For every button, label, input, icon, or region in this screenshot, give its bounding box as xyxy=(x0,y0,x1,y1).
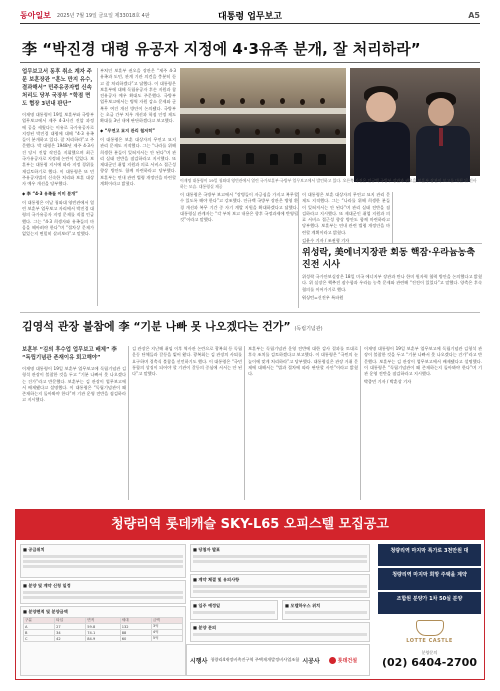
ad-box-title: ■ 계약 체결 및 유의사항 xyxy=(193,577,240,582)
brand-name: LOTTE CASTLE xyxy=(406,638,453,644)
ad-box-title: ■ 입주 예정일 xyxy=(193,603,221,608)
photo-caption: 이재명 대통령이 19일 청와대 영빈관에서 열린 국가보훈부·국방부 업무보고에서 발언하고 있다. 오른쪽 사진은 안규백 국방부 장관과 권오을 보훈부 장관이 보고를 마친 뒤 인사하는 모습. 대통령실 제공 xyxy=(180,178,477,189)
table-cell: C xyxy=(24,636,55,642)
ad-footer xyxy=(186,644,370,676)
developer-label: 시행사 xyxy=(190,657,208,665)
table-cell: A xyxy=(24,624,55,630)
tel-label: 분양문의 xyxy=(421,650,438,655)
ad-box-inquiry xyxy=(190,622,370,642)
article3-body-block xyxy=(302,274,482,310)
ad-box-announcement xyxy=(190,544,370,572)
article1-body-col2b: 이 대통령은 보훈 대상자의 무연고 묘지 관리 문제도 지적했다. 그는 “나라를 위해 희생한 분들이 잊혀져서는 안 된다”며 관리 실태 전반을 점검하라고 지시했다. 또 제대군인 취업 지원과 의료 서비스 접근성 향상 방안도 함께 마련하라고 당부했다. 보훈부는 연내 관련 법령 개정안을 마련할 계획이라고 밝혔다. xyxy=(100,136,176,187)
table-header-cell: 구분 xyxy=(24,618,55,624)
article1-lead: 업무보고서 동후 취소 계자 주문 보훈장관 “훈노 만지 유수, 결과해서” 민주유공자법 신속 처리도 당부 국장부 “학점 면도 협장 3년내 판단” xyxy=(22,69,93,107)
main-headline: 李 “박진경 대령 유공자 지정에 4·3유족 분개, 잘 처리하라” xyxy=(22,40,421,58)
table-cell: 4억 xyxy=(151,630,182,636)
masthead xyxy=(20,8,480,24)
headline-divider xyxy=(20,62,480,63)
lotte-logo-icon xyxy=(329,657,336,664)
article1-col2 xyxy=(100,68,176,308)
ad-box-contract xyxy=(190,574,370,598)
table-cell: 3억 xyxy=(151,624,182,630)
ad-box-location xyxy=(20,544,186,578)
article3-headline: 위성락, 美에너지장관 회동 핵잠·우라늄농축 진전 시사 xyxy=(302,248,476,270)
table-cell: B xyxy=(24,630,55,636)
pricing-table xyxy=(23,617,183,642)
ad-box-pricing xyxy=(20,606,186,676)
article2-byline: 박종민 기자 / 박훈상 기자 xyxy=(364,379,412,385)
column-divider xyxy=(128,346,129,500)
section-divider xyxy=(302,243,482,244)
article1-body-col4: 이 대통령은 국방부 보고에서 “장병들이 자긍심을 가지고 복무할 수 있도록 해야 한다”고 강조했다. 안규백 국방부 장관은 병영 환경 개선과 복무 기간 중 자기 계발 지원을 확대하겠다고 답했다. 대통령실 관계자는 “각 부처 보고 내용은 향후 국정과제에 반영될 것”이라고 말했다. xyxy=(180,192,298,223)
table-header-cell: 금액 xyxy=(151,618,182,624)
ad-box-title: ■ 공급위치 xyxy=(23,547,45,552)
ad-box-title: ■ 당첨자 발표 xyxy=(193,547,221,552)
ad-banner: 청량리역 롯데캐슬 SKY-L65 오피스텔 모집공고 xyxy=(16,510,484,540)
article2-headline xyxy=(22,318,323,334)
tel-number: (02) 6404-2700 xyxy=(382,656,477,669)
ad-box-title: ■ 분양 문의 xyxy=(193,625,217,630)
article1-col3 xyxy=(180,192,298,308)
table-cell: 84.9 xyxy=(86,636,120,642)
ad-box-schedule xyxy=(20,580,186,604)
article2-col3 xyxy=(248,346,358,500)
table-header-cell: 세대 xyxy=(120,618,151,624)
article2-body1: 이재명 대통령이 19일 보훈부 업무보고에 독립기념관 김형석 관장이 불참한 것을 두고 “기분 나빠서 못 나오겠다는 건가”라고 반문했다. 보훈부는 김 관장이 업무보고에서 배제됐다고 설명했다. 이 대통령은 “독립기념관이 왜 존재하는지 돌아봐야 한다”며 기관 운영 전반을 점검하라고 지시했다. xyxy=(22,366,126,403)
briefing-photo xyxy=(180,68,346,176)
promo-1: 청량리역 마지막 특가로 3천만원 대 xyxy=(378,544,481,566)
table-header-cell: 면적 xyxy=(86,618,120,624)
article1-body-col2: 부처인 보훈부 권오을 장관은 “제주 4·3 유족과 도민, 관계 기관 의견을 충분히 듣고 잘 처리하겠다”고 답했다. 이 대통령은 보훈부에 대해 독립유공자 후손 지원과 참전유공자 예우 확대도 주문했다. 국방부 업무보고에서는 병역 자원 감소 문제와 군 복무 여건 개선 방안이 논의됐다. 국방부는 초급 간부 처우 개선과 학점 인정 제도 확대를 3년 내에 판단하겠다고 보고했다. xyxy=(100,68,176,124)
article2-lead: 보훈부 “김의 후수업 업무보고 배제” 李 “독립기념관 존재이유 회고해야” xyxy=(22,347,117,361)
article2-body3: 보훈부는 독립기념관 운영 전반에 대한 감사 결과를 토대로 후속 조치를 검토하겠다고 보고했다. 이 대통령은 “국민의 눈높이에 맞게 처리하라”고 당부했다. 대통령실은 관장 거취 문제에 대해서는 “법과 절차에 따라 판단할 사안”이라고 밝혔다. xyxy=(248,346,358,377)
apartment-advertisement xyxy=(15,509,485,680)
ad-box-title: ■ 모델하우스 위치 xyxy=(285,603,321,608)
article1-col1 xyxy=(22,68,94,308)
table-cell: 42 xyxy=(55,636,86,642)
column-divider xyxy=(298,192,299,308)
article1-body-col3: 이 대통령은 보훈 대상자의 무연고 묘지 관리 문제도 지적했다. 그는 “나라를 위해 희생한 분들이 잊혀져서는 안 된다”며 관리 실태 전반을 점검하라고 지시했다. 또 제대군인 취업 지원과 의료 서비스 접근성 향상 방안도 함께 마련하라고 당부했다. 보훈부는 연내 관련 법령 개정안을 마련할 계획이라고 밝혔다. xyxy=(302,192,390,235)
column-divider xyxy=(97,68,98,306)
table-cell: 5억 xyxy=(151,636,182,642)
builder-label: 시공사 xyxy=(302,657,320,665)
section-title: 대통령 업무보고 xyxy=(218,12,282,22)
article2-body2: 김 관장은 지난해 취임 이후 역사관 논란으로 광복회 등 독립운동 단체들과 갈등을 빚어 왔다. 광복회는 김 관장의 사퇴를 요구하며 경축식 불참을 선언하기도 했다. 이 대통령은 “국민 통합의 상징이 되어야 할 기관이 갈등의 중심에 서서는 안 된다”고 말했다. xyxy=(132,346,242,377)
article2-body1-cont: 이재명 대통령이 19일 보훈부 업무보고에 독립기념관 김형석 관장이 불참한 것을 두고 “기분 나빠서 못 나오겠다는 건가”라고 반문했다. 보훈부는 김 관장이 업무보고에서 배제됐다고 설명했다. 이 대통령은 “독립기념관이 왜 존재하는지 돌아봐야 한다”며 기관 운영 전반을 점검하라고 지시했다. xyxy=(364,346,482,377)
column-divider xyxy=(360,346,361,500)
article1-body-col1b: 이 대통령은 이날 청와대 영빈관에서 열린 보훈부 업무보고 자리에서 박진경 대령의 국가유공자 지정 문제를 직접 언급했다. 그는 “4·3 희생자와 유족들의 마음을 헤아려야 한다”며 “절차상 문제가 없었는지 면밀히 살펴보라”고 말했다. xyxy=(22,199,94,237)
issue-meta: 2025년 7월 19일 금요일 제33018호 4판 xyxy=(56,13,150,19)
section-divider xyxy=(20,312,480,313)
builder-name: 롯데건설 xyxy=(337,657,358,664)
promo-3: 조합원 분양가 1차 50실 분양 xyxy=(378,592,481,614)
table-cell: 74.1 xyxy=(86,630,120,636)
article2-col2 xyxy=(132,346,242,500)
ad-box-model-house xyxy=(282,600,370,620)
ad-promo-panel xyxy=(378,544,481,676)
article1-subhead-2: ◆ “무연고 묘지 관리 철저히” xyxy=(100,127,156,133)
page-number: A5 xyxy=(468,11,480,20)
table-header-cell: 타입 xyxy=(55,618,86,624)
article1-col4 xyxy=(302,192,390,244)
article3-body: 위성락 국가안보실장은 18일 미국 에너지부 장관과 만나 한미 원자력 협력 방안을 논의했다고 밝혔다. 위 실장은 핵추진 잠수함과 우라늄 농축 문제와 관련해 “진전이 있었다”고 말했다. 양측은 후속 협의를 이어가기로 했다. xyxy=(302,274,482,292)
article2-col4 xyxy=(364,346,482,500)
newspaper-logo: 동아일보 xyxy=(20,10,51,20)
table-cell: 60 xyxy=(120,636,151,642)
table-cell: 132 xyxy=(120,624,151,630)
ad-box-move-in xyxy=(190,600,278,620)
column-divider xyxy=(244,346,245,500)
table-cell: 27 xyxy=(55,624,86,630)
table-cell: 59.8 xyxy=(86,624,120,630)
table-cell: 34 xyxy=(55,630,86,636)
promo-2: 청량리역 마지막 희망 주택을 계약 xyxy=(378,568,481,590)
developer-name: 청량리4재정비촉진구역 주택재개발정비사업조합 xyxy=(210,657,300,662)
table-row xyxy=(24,636,183,642)
article1-byline: 김윤수 기자 / 조권형 기자 xyxy=(302,238,350,244)
article1-body-col1: 이재명 대통령이 19일 보훈부와 국방부 업무보고에서 제주 4·3사건 진압 과정에 공을 세웠다는 이유로 국가유공자로 지정된 박진경 대령에 대해 “4·3 유족들이 분개하고 있다. 잘 처리하라”고 주문했다. 박 대령은 1948년 제주 4·3사건 당시 진압 작전을 지휘했으며 최근 국가유공자로 지정돼 논란이 일었다. 보훈부는 대통령 지시에 따라 지정 경위를 재검토하기로 했다. 이 대통령은 또 민주유공자법의 신속한 처리와 보훈 대상자 예우 개선을 당부했다. xyxy=(22,112,94,187)
table-cell: 88 xyxy=(120,630,151,636)
ministers-photo xyxy=(350,68,480,176)
article2-headline-text: 김영석 관장 불참에 李 “기분 나빠 못 나오겠다는 건가” xyxy=(22,320,291,333)
article2-col1 xyxy=(22,346,126,500)
lotte-castle-emblem-icon xyxy=(416,620,444,636)
column-divider xyxy=(392,192,393,244)
article3-byline: 워싱턴=신진우 특파원 xyxy=(302,294,344,300)
ad-box-title: ■ 분양면적 및 분양금액 xyxy=(23,609,68,614)
ad-box-title: ■ 분양 및 계약 신청 일정 xyxy=(23,583,71,588)
article1-subhead-1: ◆ 李 “4·3 유족들 이미 분개” xyxy=(22,190,78,196)
article2-tag: (독립기념관) xyxy=(294,326,323,332)
